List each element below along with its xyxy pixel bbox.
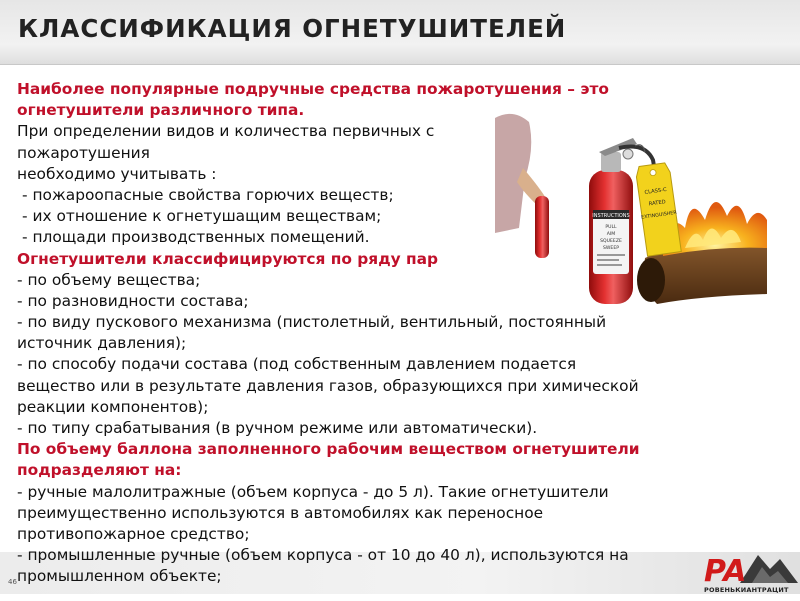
list-item: преимущественно используются в автомобилях как переносное [17,503,544,522]
intro-line-2: огнетушители различного типа. [17,101,305,120]
svg-text:SWEEP: SWEEP [602,246,620,251]
page-number: 46 [8,578,17,586]
list-item: - пожароопасные свойства горючих веществ; [22,185,394,204]
paragraph-line: При определении видов и количества первичных с [17,122,435,141]
svg-text:PULL: PULL [605,225,617,230]
label-title: INSTRUCTIONS [592,213,630,219]
svg-text:EXTINGUISHER: EXTINGUISHER [640,210,678,221]
slide-header [0,0,800,65]
list-item: источник давления); [17,334,187,353]
svg-text:CLASS-C: CLASS-C [644,186,668,196]
svg-text:RATED: RATED [648,199,667,208]
intro-line-1: Наиболее популярные подручные средства пожаротушения – это [17,80,609,98]
slide-title: КЛАССИФИКАЦИЯ ОГНЕТУШИТЕЛЕЙ [18,14,567,43]
list-item: реакции компонентов); [17,397,209,416]
volume-heading-2: подразделяют на: [17,461,182,480]
list-item: - ручные малолитражные (объем корпуса - до 5 л). Такие огнетушители [17,482,609,501]
list-item: - по способу подачи состава (под собственным давлением подается [17,355,577,374]
paragraph-line: необходимо учитывать : [17,164,217,183]
list-item: - площади производственных помещений. [22,228,370,247]
list-item: - их отношение к огнетушащим веществам; [22,207,382,226]
list-item: промышленном объекте; [17,567,222,586]
list-item: - промышленные ручные (объем корпуса - от 10 до 40 л), используются на [17,546,629,565]
svg-text:SQUEEZE: SQUEEZE [600,239,622,244]
logo-letters: PA [704,554,747,589]
logo-caption: РОВЕНЬКИАНТРАЦИТ [704,586,789,594]
list-item: - по типу срабатывания (в ручном режиме или автоматически). [17,419,538,437]
paragraph-line: пожаротушения [17,143,150,162]
list-item: - по объему вещества; [17,270,201,289]
list-item: - по виду пускового механизма (пистолетный, вентильный, постоянный [17,313,607,332]
list-item: вещество или в результате давления газов, образующихся при химической [17,376,639,395]
volume-heading-1: По объему баллона заполненного рабочим веществом огнетушители [17,440,640,459]
list-item: - по разновидности состава; [17,291,249,310]
svg-text:AIM: AIM [606,232,616,237]
list-item: противопожарное средство; [17,524,250,543]
slide-body [17,79,777,588]
classification-heading: Огнетушители классифицируются по ряду пар [17,249,439,268]
